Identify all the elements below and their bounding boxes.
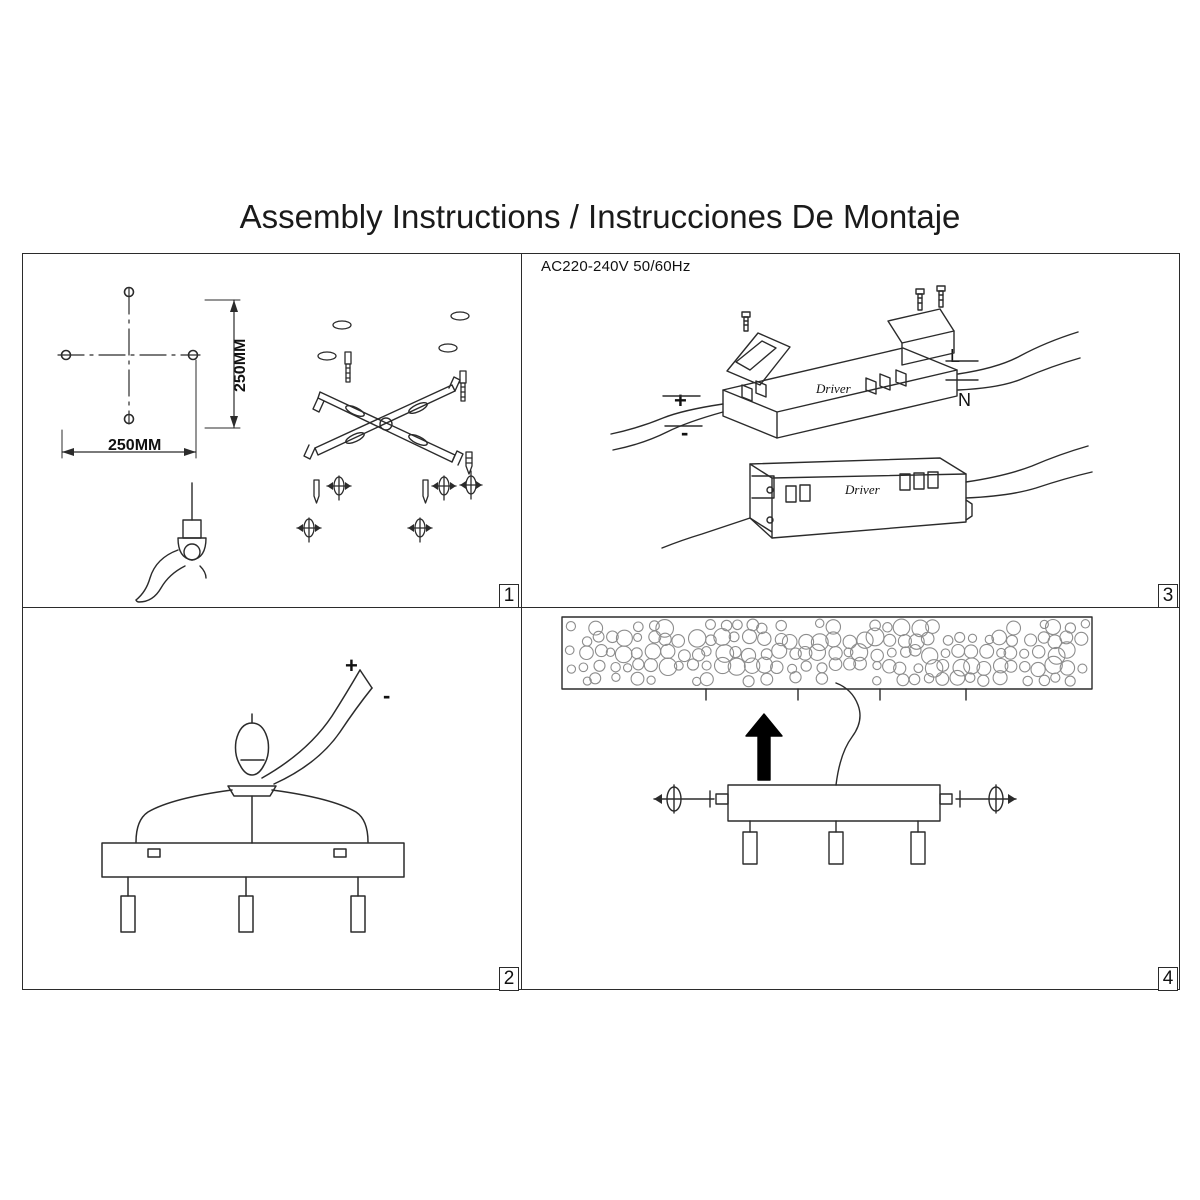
panel-number-3: 3	[1158, 584, 1178, 608]
driver-body-label-2: Driver	[845, 482, 880, 497]
polarity-plus-label-panel2: +	[345, 653, 358, 678]
panel-grid-vertical-divider	[521, 253, 522, 990]
panel-number-2: 2	[499, 967, 519, 991]
voltage-label: AC220-240V 50/60Hz	[541, 258, 691, 275]
dimension-label-width: 250MM	[108, 437, 162, 454]
neutral-wire-label: N	[958, 390, 971, 410]
driver-body-label-1: Driver	[816, 381, 851, 396]
polarity-minus-label-panel2: -	[383, 683, 391, 708]
panel-grid-border	[22, 253, 1180, 990]
live-wire-label: L	[950, 346, 961, 366]
polarity-plus-label-panel3: +	[674, 388, 687, 413]
panel-grid-horizontal-divider	[22, 607, 1180, 608]
panel-number-1: 1	[499, 584, 519, 608]
page-title: Assembly Instructions / Instrucciones De Montaje	[239, 198, 961, 235]
panel-number-4: 4	[1158, 967, 1178, 991]
dimension-label-height: 250MM	[232, 338, 249, 392]
polarity-minus-label-panel3: -	[681, 420, 689, 445]
